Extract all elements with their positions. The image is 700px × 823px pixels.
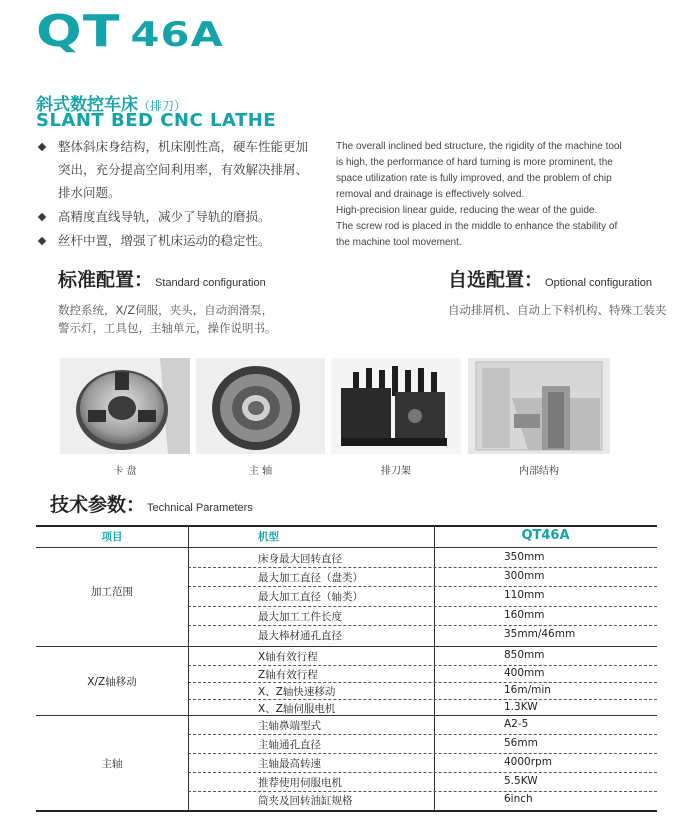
table-header-value: QT46A	[521, 528, 570, 543]
model-title	[36, 6, 224, 57]
table-row-label: 最大加工工件长度	[258, 611, 342, 623]
table-row-value: A2-5	[504, 718, 529, 730]
table-header-rule	[36, 547, 657, 548]
row-separator	[188, 791, 657, 792]
internal-structure-image	[468, 358, 610, 454]
table-row-label: X轴有效行程	[258, 651, 318, 663]
photo-caption: 内部结构	[519, 466, 559, 477]
title-en: SLANT BED CNC LATHE	[36, 110, 277, 131]
feature-1-line-3: 排水问题。	[58, 185, 121, 200]
table-group-rule	[36, 646, 657, 647]
feature-2: 高精度直线导轨，减少了导轨的磨损。	[58, 209, 271, 224]
optional-config-title-en: Optional configuration	[545, 277, 653, 289]
table-row-value: 400mm	[504, 667, 545, 679]
row-separator	[188, 772, 657, 773]
model-suffix: 46A	[130, 15, 224, 55]
spindle-image	[196, 358, 325, 454]
photo-caption: 排刀架	[381, 466, 411, 477]
row-separator	[188, 567, 657, 568]
row-separator	[188, 682, 657, 683]
standard-config-line-2: 警示灯，工具包，主轴单元，操作说明书。	[58, 321, 277, 335]
table-row-label: 主轴鼻端型式	[258, 720, 321, 732]
table-group-name: 主轴	[101, 758, 123, 770]
standard-config-text	[58, 301, 277, 337]
table-row-value: 35mm/46mm	[504, 628, 576, 640]
row-separator	[188, 699, 657, 700]
row-separator	[188, 734, 657, 735]
row-separator	[188, 665, 657, 666]
table-group-rule	[36, 715, 657, 716]
bullet-icon	[38, 237, 48, 247]
standard-config-title	[58, 265, 266, 292]
table-row-label: 主轴最高转速	[258, 758, 321, 770]
table-row-label: 最大加工直径（轴类）	[258, 591, 363, 603]
table-row-value: 56mm	[504, 737, 538, 749]
bullet-icon	[38, 213, 48, 223]
table-top-rule	[36, 525, 657, 527]
photo-gang-tool-post	[331, 358, 461, 454]
row-separator	[188, 606, 657, 607]
feature-en-line: the machine tool movement.	[336, 237, 462, 248]
feature-1-line-2: 突出，充分提高空间利用率，有效解决排屑、	[58, 162, 309, 177]
tool-post-image	[331, 358, 461, 454]
table-row-label: 最大加工直径（盘类）	[258, 572, 363, 584]
table-row-value: 110mm	[504, 589, 545, 601]
table-row-value: 6inch	[504, 793, 533, 805]
table-row-label: 最大棒材通孔直径	[258, 630, 342, 642]
table-row-label: 推荐使用伺服电机	[258, 777, 342, 789]
table-row-label: 筒夹及回转油缸规格	[258, 795, 353, 807]
optional-config-title	[448, 265, 652, 292]
spec-table	[36, 525, 657, 810]
table-row-value: 4000rpm	[504, 756, 552, 768]
feature-en-line: The overall inclined bed structure, the rigidity of the machine tool	[336, 141, 622, 152]
table-row-value: 1.3KW	[504, 701, 538, 713]
tech-params-title	[50, 490, 253, 517]
feature-1	[58, 135, 323, 204]
tech-params-title-cn: 技术参数：	[50, 494, 146, 516]
table-header-model: 机型	[258, 531, 279, 543]
standard-config-title-cn: 标准配置：	[58, 269, 154, 291]
feature-3: 丝杆中置，增强了机床运动的稳定性。	[58, 233, 271, 248]
photo-internal-structure	[468, 358, 610, 454]
photo-caption: 卡 盘	[113, 466, 137, 477]
row-separator	[188, 753, 657, 754]
title-cn-main: 斜式数控车床	[36, 95, 138, 115]
table-group-name: 加工范围	[91, 586, 133, 598]
chuck-image	[60, 358, 190, 454]
row-separator	[188, 586, 657, 587]
table-row-label: 床身最大回转直径	[258, 553, 342, 565]
standard-config-title-en: Standard configuration	[155, 277, 266, 289]
model-prefix: QT	[36, 6, 121, 57]
photo-caption: 主 轴	[248, 466, 273, 477]
table-row-value: 850mm	[504, 649, 545, 661]
feature-1-line-1: 整体斜床身结构，机床刚性高，硬车性能更加	[58, 139, 309, 154]
feature-en-line: High-precision linear guide, reducing the wear of the guide.	[336, 205, 598, 216]
table-row-value: 16m/min	[504, 684, 551, 696]
tech-params-title-en: Technical Parameters	[147, 502, 253, 514]
title-cn-sub: （排刀）	[138, 99, 187, 113]
standard-config-line-1: 数控系统，X/Z伺服，夹头，自动润滑泵，	[58, 303, 274, 317]
table-row-value: 5.5KW	[504, 775, 538, 787]
table-row-label: X、Z轴伺服电机	[258, 703, 336, 715]
feature-en-line: removal and drainage is effectively solved.	[336, 189, 525, 200]
table-header-item: 项目	[101, 531, 123, 543]
bullet-icon	[38, 143, 48, 153]
features-en	[336, 139, 661, 251]
photo-spindle	[196, 358, 325, 454]
feature-en-line: space utilization rate is fully improved, and the problem of chip	[336, 173, 612, 184]
table-row-label: Z轴有效行程	[258, 669, 318, 681]
table-row-value: 160mm	[504, 609, 545, 621]
table-row-value: 350mm	[504, 551, 545, 563]
table-row-value: 300mm	[504, 570, 545, 582]
row-separator	[188, 625, 657, 626]
table-group-name: X/Z轴移动	[87, 676, 137, 688]
table-bottom-rule	[36, 810, 657, 812]
photo-chuck	[60, 358, 190, 454]
feature-en-line: is high, the performance of hard turning is more prominent, the	[336, 157, 613, 168]
optional-config-title-cn: 自选配置：	[448, 269, 544, 291]
optional-config-text: 自动排屑机、自动上下料机构、特殊工装夹	[448, 303, 667, 317]
table-row-label: X、Z轴快速移动	[258, 686, 336, 698]
table-row-label: 主轴通孔直径	[258, 739, 321, 751]
feature-en-line: The screw rod is placed in the middle to enhance the stability of	[336, 221, 618, 232]
